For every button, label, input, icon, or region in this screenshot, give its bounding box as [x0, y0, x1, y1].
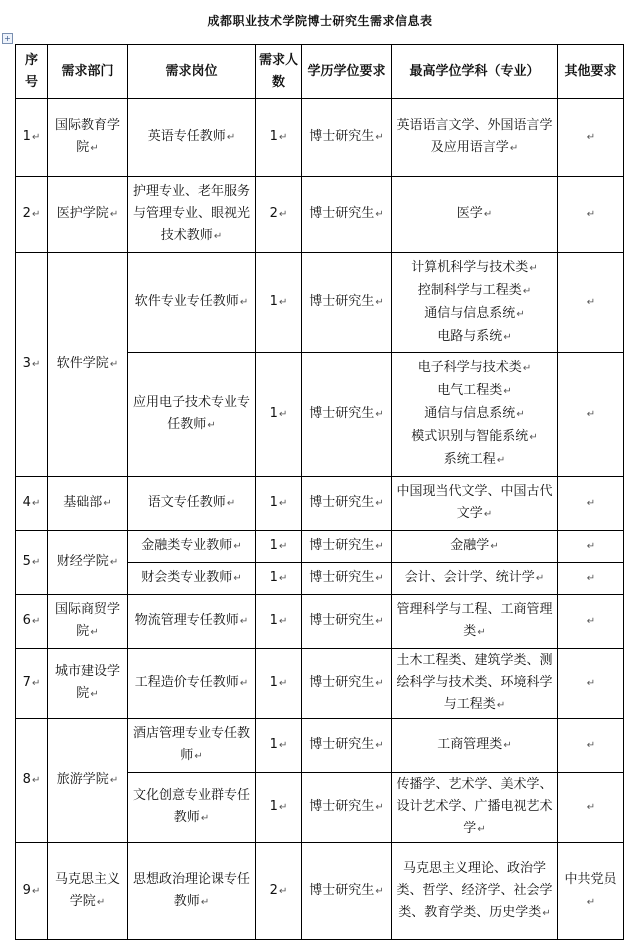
subject-line: 中国现当代文学、中国古代文学 ↵	[395, 481, 554, 526]
page-title: 成都职业技术学院博士研究生需求信息表	[207, 14, 433, 28]
degree-requirement: 博士研究生 ↵	[302, 477, 392, 531]
table-row	[16, 177, 624, 253]
position: 语文专任教师 ↵	[128, 477, 256, 531]
position: 护理专业、老年服务与管理专业、眼视光技术教师 ↵	[128, 177, 256, 253]
department: 国际教育学院 ↵	[48, 99, 128, 177]
subject-line: 土木工程类、建筑学类、测绘科学与技术类、环境科学与工程类 ↵	[395, 650, 554, 717]
other-requirement	[558, 595, 624, 649]
other-requirement	[558, 177, 624, 253]
header-position: 需求岗位	[128, 45, 256, 99]
header-count: 需求人数	[256, 45, 302, 99]
other-requirement	[558, 719, 624, 773]
subject-line: 马克思主义理论、政治学类、哲学、经济学、社会学类、教育学类、历史学类 ↵	[395, 858, 554, 925]
header-other: 其他要求	[558, 45, 624, 99]
position: 应用电子技术专业专任教师 ↵	[128, 353, 256, 477]
department: 马克思主义学院 ↵	[48, 843, 128, 940]
table-row	[16, 253, 624, 353]
row-number: 7 ↵	[16, 649, 48, 719]
headcount: 1 ↵	[256, 253, 302, 353]
subject-requirement	[392, 477, 558, 531]
position: 文化创意专业群专任教师 ↵	[128, 773, 256, 843]
table-row	[16, 477, 624, 531]
subject-line: 工商管理类 ↵	[395, 734, 554, 757]
other-requirement	[558, 353, 624, 477]
subject-line: 电路与系统 ↵	[395, 326, 554, 349]
table-row	[16, 595, 624, 649]
headcount: 1 ↵	[256, 531, 302, 563]
department: 软件学院 ↵	[48, 253, 128, 477]
headcount: 1 ↵	[256, 353, 302, 477]
headcount: 1 ↵	[256, 563, 302, 595]
table-body	[16, 99, 624, 940]
headcount: 1 ↵	[256, 99, 302, 177]
subject-line: 金融学 ↵	[395, 535, 554, 558]
degree-requirement: 博士研究生 ↵	[302, 353, 392, 477]
header-no: 序号	[16, 45, 48, 99]
table-row	[16, 649, 624, 719]
subject-line: 控制科学与工程类 ↵	[395, 280, 554, 303]
requirements-table	[15, 44, 624, 940]
other-requirement	[558, 253, 624, 353]
row-number: 2 ↵	[16, 177, 48, 253]
subject-line: 通信与信息系统 ↵	[395, 303, 554, 326]
table-row	[16, 99, 624, 177]
position: 软件专业专任教师 ↵	[128, 253, 256, 353]
row-number: 8 ↵	[16, 719, 48, 843]
other-requirement	[558, 531, 624, 563]
department: 医护学院 ↵	[48, 177, 128, 253]
subject-requirement	[392, 773, 558, 843]
subject-line: 管理科学与工程、工商管理类 ↵	[395, 599, 554, 644]
table-row	[16, 843, 624, 940]
subject-requirement	[392, 353, 558, 477]
subject-line: 电气工程类 ↵	[395, 380, 554, 403]
row-number: 4 ↵	[16, 477, 48, 531]
row-number: 5 ↵	[16, 531, 48, 595]
headcount: 1 ↵	[256, 595, 302, 649]
other-requirement	[558, 773, 624, 843]
headcount: 2 ↵	[256, 177, 302, 253]
table-row	[16, 531, 624, 563]
subject-line: 电子科学与技术类 ↵	[395, 357, 554, 380]
header-row	[16, 45, 624, 99]
position: 物流管理专任教师 ↵	[128, 595, 256, 649]
department: 城市建设学院 ↵	[48, 649, 128, 719]
department: 基础部 ↵	[48, 477, 128, 531]
header-degree: 学历学位要求	[302, 45, 392, 99]
row-number: 3 ↵	[16, 253, 48, 477]
headcount: 1 ↵	[256, 477, 302, 531]
header-dept: 需求部门	[48, 45, 128, 99]
other-requirement: 中共党员 ↵	[558, 843, 624, 940]
degree-requirement: 博士研究生 ↵	[302, 177, 392, 253]
position: 酒店管理专业专任教师 ↵	[128, 719, 256, 773]
row-number: 1 ↵	[16, 99, 48, 177]
degree-requirement: 博士研究生 ↵	[302, 253, 392, 353]
degree-requirement: 博士研究生 ↵	[302, 649, 392, 719]
position: 思想政治理论课专任教师 ↵	[128, 843, 256, 940]
subject-line: 模式识别与智能系统 ↵	[395, 426, 554, 449]
subject-line: 传播学、艺术学、美术学、设计艺术学、广播电视艺术学 ↵	[395, 774, 554, 841]
degree-requirement: 博士研究生 ↵	[302, 531, 392, 563]
subject-requirement	[392, 99, 558, 177]
position: 金融类专业教师 ↵	[128, 531, 256, 563]
headcount: 1 ↵	[256, 649, 302, 719]
subject-line: 系统工程 ↵	[395, 449, 554, 472]
other-requirement	[558, 477, 624, 531]
subject-requirement	[392, 253, 558, 353]
table-row	[16, 719, 624, 773]
other-requirement	[558, 649, 624, 719]
table-move-handle-icon[interactable]: +	[2, 33, 13, 44]
subject-requirement	[392, 719, 558, 773]
department: 国际商贸学院 ↵	[48, 595, 128, 649]
degree-requirement: 博士研究生 ↵	[302, 595, 392, 649]
row-number: 9 ↵	[16, 843, 48, 940]
headcount: 2 ↵	[256, 843, 302, 940]
subject-requirement	[392, 531, 558, 563]
degree-requirement: 博士研究生 ↵	[302, 843, 392, 940]
headcount: 1 ↵	[256, 719, 302, 773]
other-requirement	[558, 563, 624, 595]
department: 旅游学院 ↵	[48, 719, 128, 843]
degree-requirement: 博士研究生 ↵	[302, 773, 392, 843]
position: 财会类专业教师 ↵	[128, 563, 256, 595]
subject-line: 会计、会计学、统计学 ↵	[395, 567, 554, 590]
subject-requirement	[392, 595, 558, 649]
degree-requirement: 博士研究生 ↵	[302, 563, 392, 595]
subject-requirement	[392, 177, 558, 253]
position: 英语专任教师 ↵	[128, 99, 256, 177]
subject-requirement	[392, 843, 558, 940]
subject-requirement	[392, 563, 558, 595]
other-requirement	[558, 99, 624, 177]
subject-line: 英语语言文学、外国语言学及应用语言学 ↵	[395, 115, 554, 160]
position: 工程造价专任教师 ↵	[128, 649, 256, 719]
degree-requirement: 博士研究生 ↵	[302, 99, 392, 177]
header-subject: 最高学位学科（专业）	[392, 45, 558, 99]
subject-line: 医学 ↵	[395, 203, 554, 226]
department: 财经学院 ↵	[48, 531, 128, 595]
headcount: 1 ↵	[256, 773, 302, 843]
subject-requirement	[392, 649, 558, 719]
row-number: 6 ↵	[16, 595, 48, 649]
subject-line: 计算机科学与技术类 ↵	[395, 257, 554, 280]
subject-line: 通信与信息系统 ↵	[395, 403, 554, 426]
degree-requirement: 博士研究生 ↵	[302, 719, 392, 773]
